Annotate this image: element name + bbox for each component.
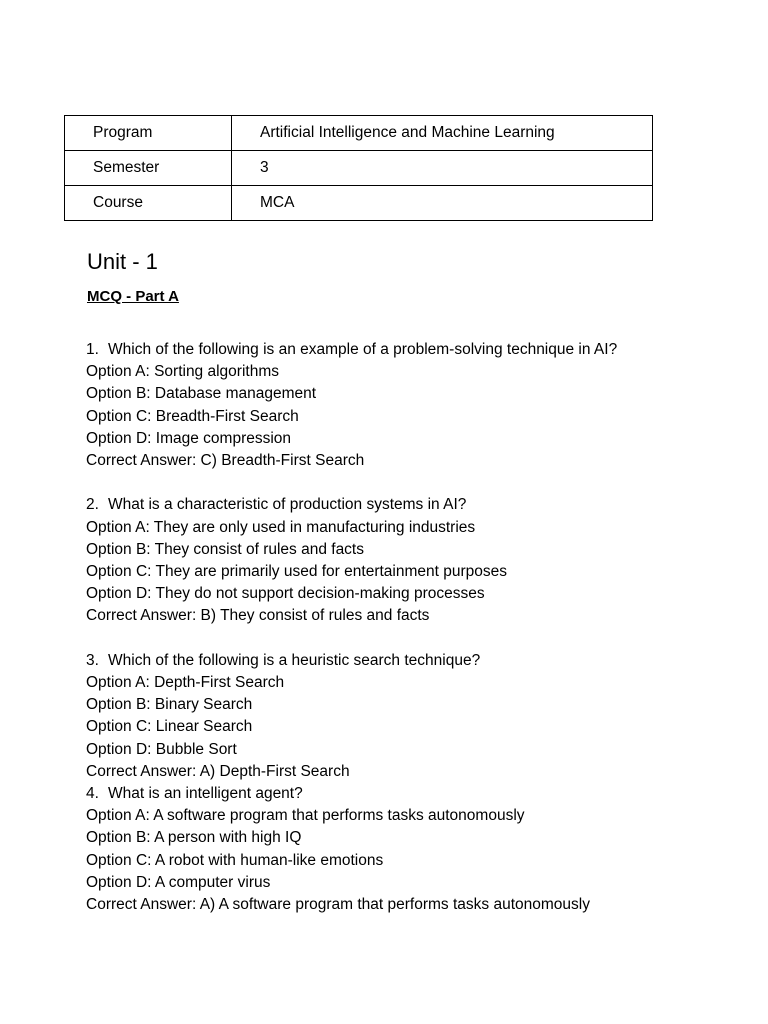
option-d: Option D: Bubble Sort [86,740,237,758]
info-label: Program [65,116,232,151]
question-prompt: What is an intelligent agent? [108,785,303,803]
question-number: 1. [86,341,99,358]
info-value: 3 [232,151,653,186]
option-c: Option C: Breadth-First Search [86,407,299,425]
part-title: MCQ - Part A [87,288,179,305]
option-b: Option B: A person with high IQ [86,829,302,847]
option-b: Option B: Binary Search [86,696,253,714]
info-row-course [65,186,653,221]
question-prompt: Which of the following is an example of a problem-solving technique in AI? [108,341,618,358]
question-text [86,494,726,516]
info-row-program [65,116,653,151]
option-a: Option A: Sorting algorithms [86,363,279,381]
info-label: Course [65,186,232,221]
correct-answer: Correct Answer: A) Depth-First Search [86,762,350,780]
option-d: Option D: Image compression [86,429,292,447]
correct-answer: Correct Answer: C) Breadth-First Search [86,452,365,470]
question-prompt: What is a characteristic of production systems in AI? [108,496,467,514]
option-a: Option A: A software program that performs tasks autonomously [86,807,525,825]
option-c: Option C: Linear Search [86,718,253,736]
option-c: Option C: They are primarily used for entertainment purposes [86,563,507,581]
info-label: Semester [65,151,232,186]
info-value: Artificial Intelligence and Machine Learning [232,116,653,151]
question-block-1 [86,339,726,472]
option-d: Option D: A computer virus [86,873,271,891]
question-text [86,650,726,672]
question-prompt: Which of the following is a heuristic search technique? [108,651,481,669]
question-text [86,783,726,805]
info-value: MCA [232,186,653,221]
course-info-table [64,115,653,221]
correct-answer: Correct Answer: B) They consist of rules and facts [86,607,430,625]
option-d: Option D: They do not support decision-making processes [86,585,485,603]
option-b: Option B: Database management [86,385,317,403]
question-block-3 [86,650,726,783]
question-text [86,339,726,361]
info-row-semester [65,151,653,186]
unit-title: Unit - 1 [87,249,158,274]
question-number: 3. [86,651,99,669]
option-b: Option B: They consist of rules and facts [86,540,364,558]
question-block-4 [86,783,726,916]
correct-answer: Correct Answer: A) A software program that performs tasks autonomously [86,896,590,914]
question-number: 4. [86,785,99,803]
option-a: Option A: They are only used in manufacturing industries [86,518,476,536]
option-c: Option C: A robot with human-like emotions [86,851,384,869]
question-number: 2. [86,496,99,514]
question-list [86,339,726,916]
question-block-2 [86,494,726,627]
option-a: Option A: Depth-First Search [86,674,285,692]
